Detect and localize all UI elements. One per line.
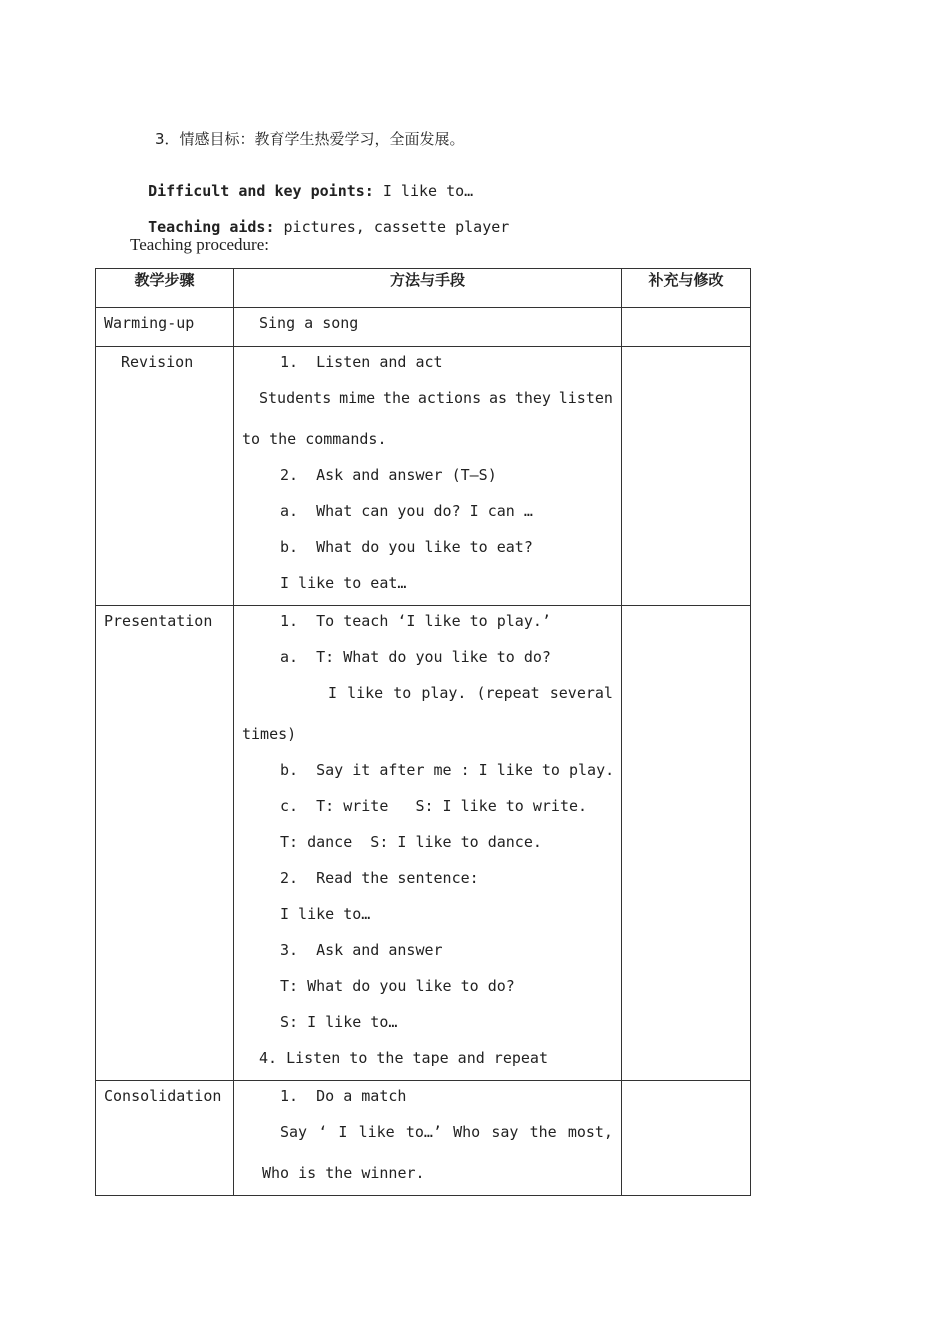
method-line: b. What do you like to eat? (280, 538, 533, 556)
procedure-table (95, 268, 751, 1196)
method-cell (234, 606, 622, 1081)
method-line: c. T: write S: I like to write. (280, 797, 588, 815)
step-cell (96, 347, 234, 606)
method-line: Sing a song (259, 314, 359, 332)
method-line: 1. Listen and act (280, 353, 443, 371)
method-line: 2. Read the sentence: (280, 869, 479, 887)
method-line: 4. Listen to the tape and repeat (259, 1049, 548, 1067)
method-line: I like to… (280, 905, 371, 923)
method-line: times) (242, 725, 297, 743)
header-method: 方法与手段 (234, 269, 622, 308)
table-header-row (96, 269, 751, 308)
method-line: 1. To teach ‘I like to play.’ (280, 612, 551, 630)
table-row (96, 308, 751, 347)
step-cell (96, 308, 234, 347)
emotion-goal: 3．情感目标：教育学生热爱学习，全面发展。 (155, 130, 465, 148)
notes-cell (622, 606, 751, 1081)
step-consolidation: Consolidation (104, 1087, 222, 1105)
notes-cell (622, 308, 751, 347)
method-line: a. What can you do? I can … (280, 502, 533, 520)
method-line: 1. Do a match (280, 1087, 407, 1105)
table-row (96, 1081, 751, 1196)
method-line: Who is the winner. (262, 1164, 425, 1182)
method-line: Say ‘ I like to…’ Who say the most, (280, 1123, 613, 1141)
difficult-points (130, 164, 473, 200)
notes-cell (622, 1081, 751, 1196)
header-step: 教学步骤 (96, 269, 234, 308)
method-line: a. T: What do you like to do? (280, 648, 551, 666)
method-line: Students mime the actions as they listen (259, 389, 613, 407)
difficult-label: Difficult and key points: (148, 182, 374, 200)
aids-value: pictures, cassette player (274, 218, 510, 236)
step-warmup: Warming-up (104, 314, 195, 332)
method-line: I like to eat… (280, 574, 407, 592)
step-revision: Revision (121, 353, 194, 371)
method-line: b. Say it after me : I like to play. (280, 761, 615, 779)
method-cell (234, 1081, 622, 1196)
method-line: T: What do you like to do? (280, 977, 515, 995)
step-cell (96, 1081, 234, 1196)
method-line: 2. Ask and answer (T—S) (280, 466, 497, 484)
difficult-value: I like to… (373, 182, 474, 200)
teaching-aids (130, 200, 509, 236)
table-row (96, 606, 751, 1081)
table-row (96, 347, 751, 606)
method-line: S: I like to… (280, 1013, 398, 1031)
step-cell (96, 606, 234, 1081)
method-line: I like to play. (repeat several (328, 684, 613, 702)
step-presentation: Presentation (104, 612, 213, 630)
method-line: 3. Ask and answer (280, 941, 443, 959)
method-line: to the commands. (242, 430, 387, 448)
method-cell (234, 347, 622, 606)
method-cell (234, 308, 622, 347)
aids-label: Teaching aids: (148, 218, 275, 236)
header-notes: 补充与修改 (622, 269, 751, 308)
method-line: T: dance S: I like to dance. (280, 833, 542, 851)
notes-cell (622, 347, 751, 606)
procedure-label: Teaching procedure: (130, 235, 269, 254)
